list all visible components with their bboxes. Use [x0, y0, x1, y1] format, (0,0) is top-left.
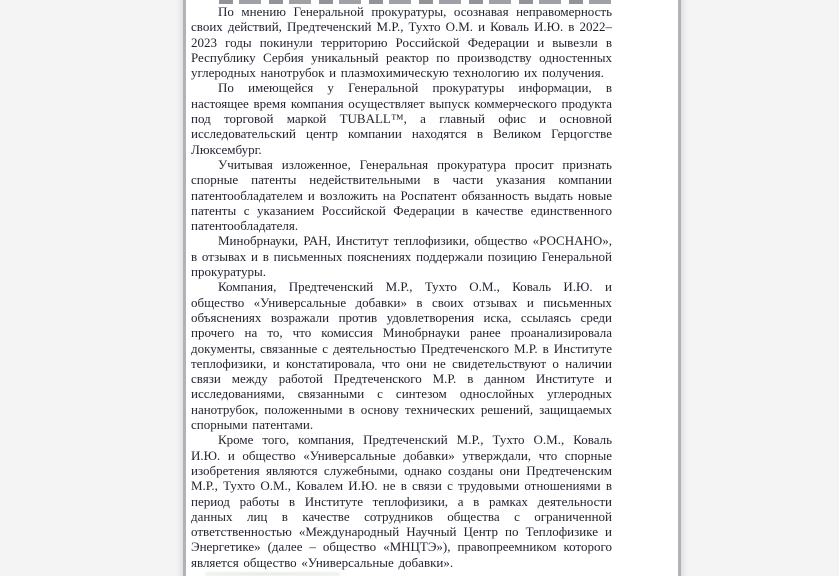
text-block: [191, 4, 612, 570]
paragraph-1: По мнению Генеральной прокуратуры, осознавая неправомерность своих действий, Предтеченский М.Р., Тухто О.М. и Коваль И.Ю. в 2022–2023 годы покинули территорию Российской Федерации и вывезли в Республику Сербия уникальный реактор по производству одностенных углеродных нанотрубок и плазмохимическую технологию их получения.: [191, 4, 612, 81]
paragraph-5: Компания, Предтеченский М.Р., Тухто О.М., Коваль И.Ю. и общество «Универсальные добавки» в своих отзывах и письменных объяснениях возражали против удовлетворения иска, ссылаясь среди прочего на то, что комиссия Минобрнауки ранее проанализировала документы, связанные с деятельностью Предтеченского М.Р. в Институте теплофизики, и констатировала, что они не свидетельствуют о наличии связи между работой Предтеченского М.Р. в данном Институте и исследованиями, связанными с синтезом однослойных углеродных нанотрубок, положенными в основу технических решений, защищаемых спорными патентами.: [191, 279, 612, 433]
paragraph-6: Кроме того, компания, Предтеченский М.Р., Тухто О.М., Коваль И.Ю. и общество «Универсальные добавки» утверждали, что спорные изобретения являются служебными, однако созданы они Предтеченским М.Р., Тухто О.М., Ковалем И.Ю. не в связи с трудовыми отношениями в период работы в Институте теплофизики, а в рамках деятельности данных лиц в качестве сотрудников общества с ограниченной ответственностью «Международный Научный Центр по Теплофизике и Энергетике» (далее – общество «МНЦТЭ»), правопреемником которого является общество «Универсальные добавки».: [191, 432, 612, 570]
paragraph-3: Учитывая изложенное, Генеральная прокуратура просит признать спорные патенты недействительными в части указания компании патентообладателем и возложить на Роспатент обязанность выдать новые патенты с указанием Российской Федерации в качестве единственного патентообладателя.: [191, 156, 612, 234]
paragraph-2: По имеющейся у Генеральной прокуратуры информации, в настоящее время компания осуществляет выпуск коммерческого продукта под торговой маркой TUBALL™, а главный офис и основной исследовательский центр компании находятся в Великом Герцогстве Люксембург.: [191, 80, 612, 157]
scan-ghost-artifact: [205, 572, 340, 576]
paragraph-4: Минобрнауки, РАН, Институт теплофизики, общество «РОСНАНО», в отзывах и в письменных пояснениях поддержали позицию Генеральной прокуратуры.: [191, 233, 612, 280]
document-page-content: [191, 0, 612, 576]
document-page: [183, 0, 681, 576]
